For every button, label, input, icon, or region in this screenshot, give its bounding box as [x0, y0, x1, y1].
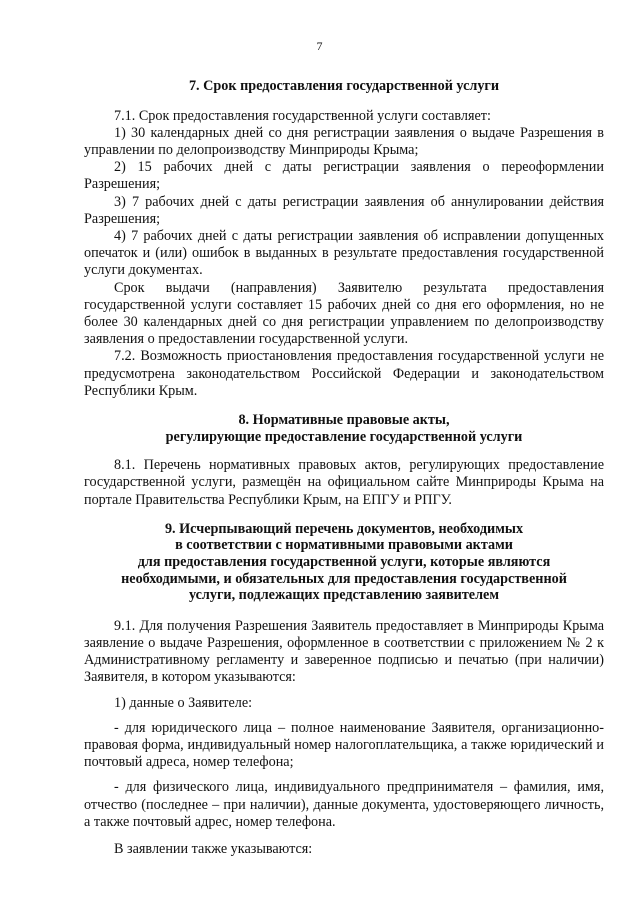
paragraph-8-1: 8.1. Перечень нормативных правовых актов, регулирующих предоставление государственной услуги, размещён на официальном сайте Минприроды Крыма на портале Правительства Республики Крым, на ЕПГУ и РПГУ. — [84, 457, 604, 508]
paragraph-7-1-item-4: 4) 7 рабочих дней с даты регистрации заявления об исправлении допущенных опечаток и (или) ошибок в выданных в результате предоставления государственной услуги документах. — [84, 228, 604, 279]
paragraph-legal-entity: - для юридического лица – полное наименование Заявителя, организационно-правовая форма, индивидуальный номер налогоплательщика, а также юридический и почтовый адреса, номер телефона; — [84, 719, 604, 771]
section-8-heading — [84, 412, 604, 445]
section-9-heading-line-1: 9. Исчерпывающий перечень документов, необходимых — [164, 520, 524, 537]
paragraph-individual: - для физического лица, индивидуального предпринимателя – фамилия, имя, отчество (последнее – при наличии), данные документа, удостоверяющего личность, а также почтовый адрес, номер телефона. — [84, 779, 604, 830]
paragraph-7-1: 7.1. Срок предоставления государственной услуги составляет: — [114, 107, 491, 124]
section-9-heading-line-3: для предоставления государственной услуги, которые являются — [137, 554, 551, 571]
section-9-heading-line-5: услуги, подлежащих представлению заявителем — [188, 587, 500, 604]
section-7-heading: 7. Срок предоставления государственной услуги — [188, 78, 500, 94]
paragraph-applicant-data: 1) данные о Заявителе: — [114, 694, 253, 711]
paragraph-9-1: 9.1. Для получения Разрешения Заявитель предоставляет в Минприроды Крыма заявление о выдаче Разрешения, оформленное в соответствии с приложением № 2 к Административному регламенту и заверенное подписью и печатью (при наличии) Заявителя, в котором указываются: — [84, 617, 604, 686]
section-9-heading-line-4: необходимыми, и обязательных для предоставления государственной — [121, 570, 567, 587]
section-8-heading-line-1: 8. Нормативные правовые акты, — [238, 412, 450, 429]
paragraph-7-1-item-3: 3) 7 рабочих дней с даты регистрации заявления об аннулировании действия Разрешения; — [84, 193, 604, 227]
paragraph-delivery-term: Срок выдачи (направления) Заявителю результата предоставления государственной услуги составляет 15 рабочих дней со дня его оформления, но не более 30 календарных дней со дня регистрации управлением по делопроизводству заявления о предоставлении государственной услуги. — [84, 279, 604, 348]
paragraph-7-2: 7.2. Возможность приостановления предоставления государственной услуги не предусмотрена законодательством Российской Федерации и законодательством Республики Крым. — [84, 348, 604, 399]
paragraph-7-1-item-2: 2) 15 рабочих дней с даты регистрации заявления о переоформлении Разрешения; — [84, 159, 604, 193]
section-8-heading-line-2: регулирующие предоставление государственной услуги — [165, 428, 523, 445]
page-number: 7 — [316, 39, 323, 53]
section-9-heading-line-2: в соответствии с нормативными правовыми актами — [175, 537, 513, 554]
page-content — [84, 78, 604, 858]
paragraph-also-specified: В заявлении также указываются: — [114, 841, 313, 858]
paragraph-7-1-item-1: 1) 30 календарных дней со дня регистрации заявления о выдаче Разрешения в управлении по делопроизводству Минприроды Крыма; — [84, 124, 604, 158]
section-9-heading — [84, 521, 604, 604]
